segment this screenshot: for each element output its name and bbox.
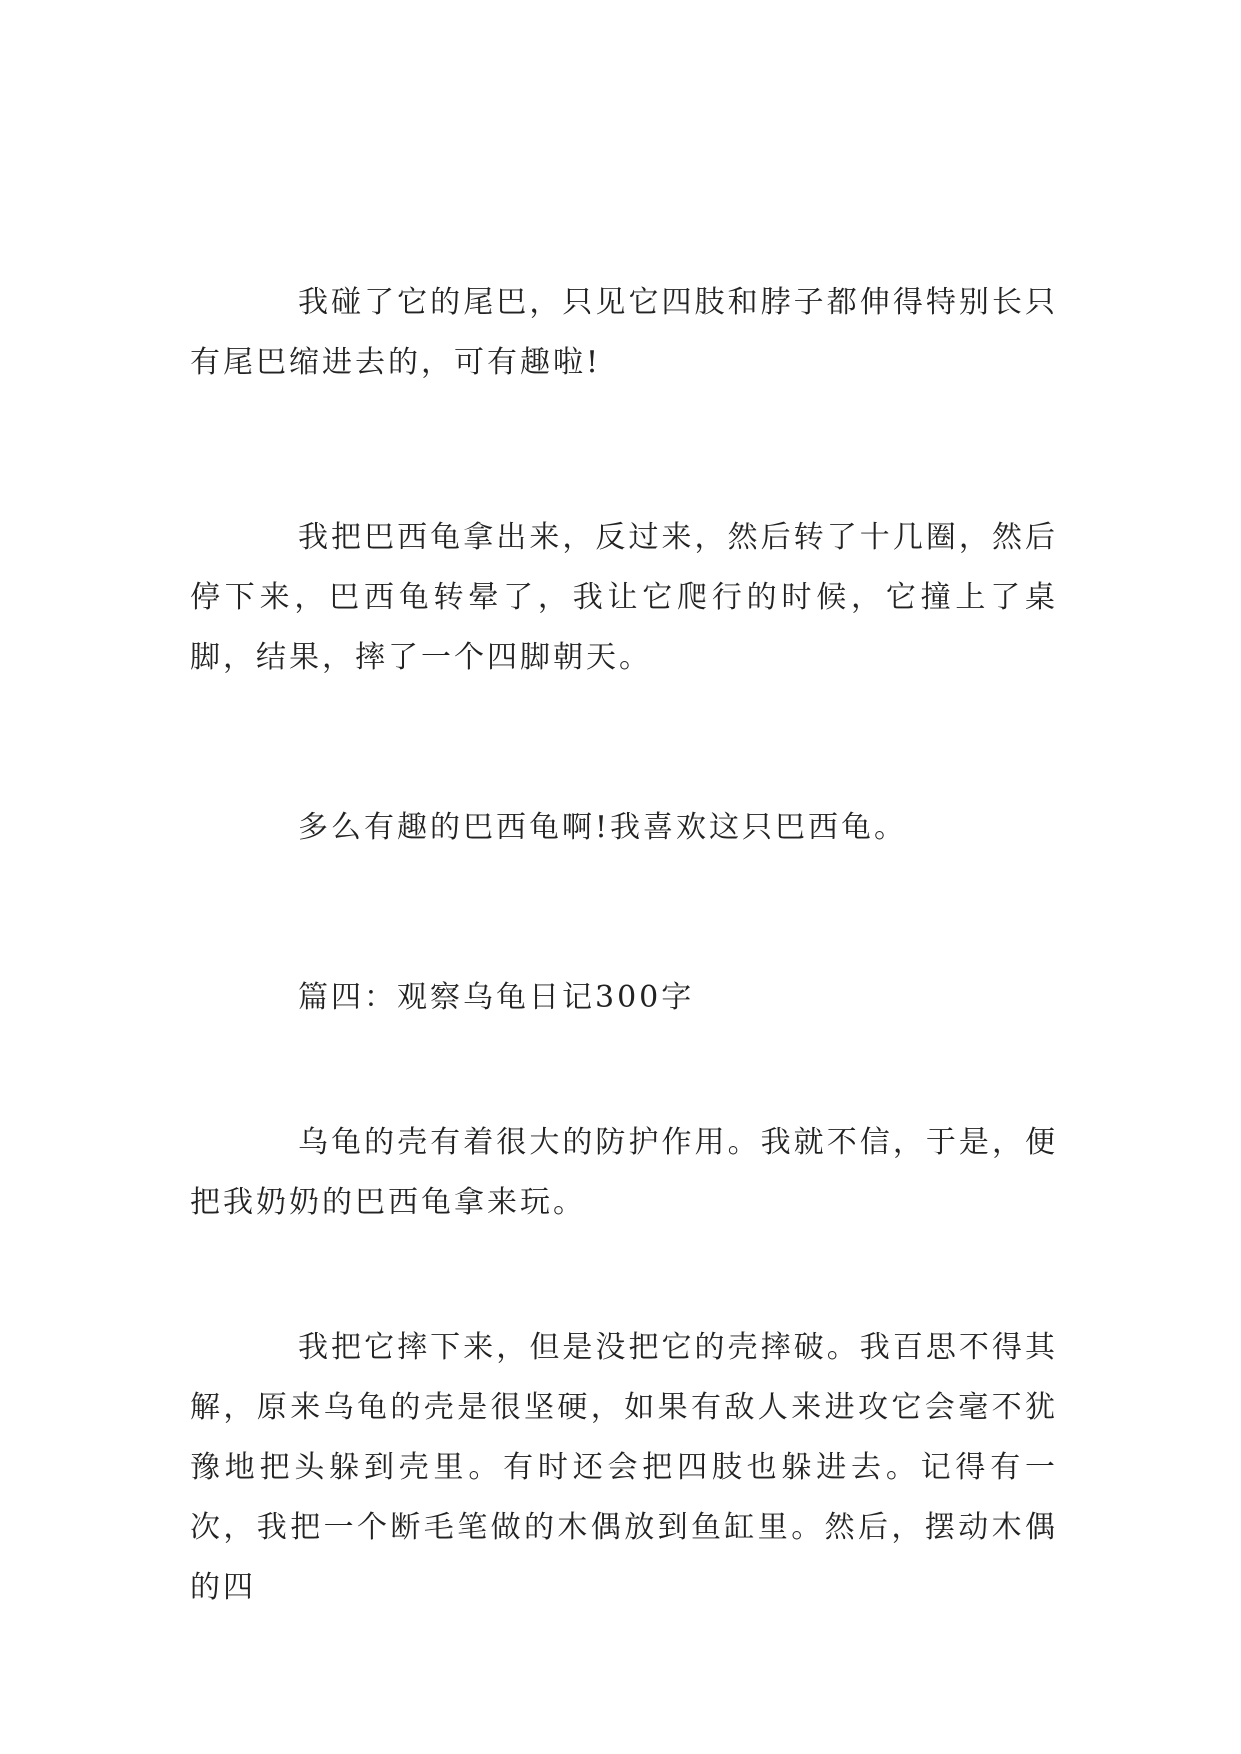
paragraph-drop-turtle: 我把它摔下来，但是没把它的壳摔破。我百思不得其解，原来乌龟的壳是很坚硬，如果有敌人来进攻它会毫不犹豫地把头躲到壳里。有时还会把四肢也躲进去。记得有一次，我把一个断毛笔做的木偶放到鱼缸里。然后，摆动木偶的四 [190, 1330, 1058, 1605]
paragraph-fun-turtle: 多么有趣的巴西龟啊!我喜欢这只巴西龟。 [298, 810, 908, 845]
section-heading: 篇四：观察乌龟日记300字 [298, 980, 695, 1015]
paragraph-spin-turtle: 我把巴西龟拿出来，反过来，然后转了十几圈，然后停下来，巴西龟转晕了，我让它爬行的时候，它撞上了桌脚，结果，摔了一个四脚朝天。 [190, 520, 1058, 675]
paragraph-shell-protection: 乌龟的壳有着很大的防护作用。我就不信，于是，便把我奶奶的巴西龟拿来玩。 [190, 1125, 1058, 1220]
paragraph-tail-touch: 我碰了它的尾巴，只见它四肢和脖子都伸得特别长只有尾巴缩进去的，可有趣啦! [190, 285, 1058, 380]
